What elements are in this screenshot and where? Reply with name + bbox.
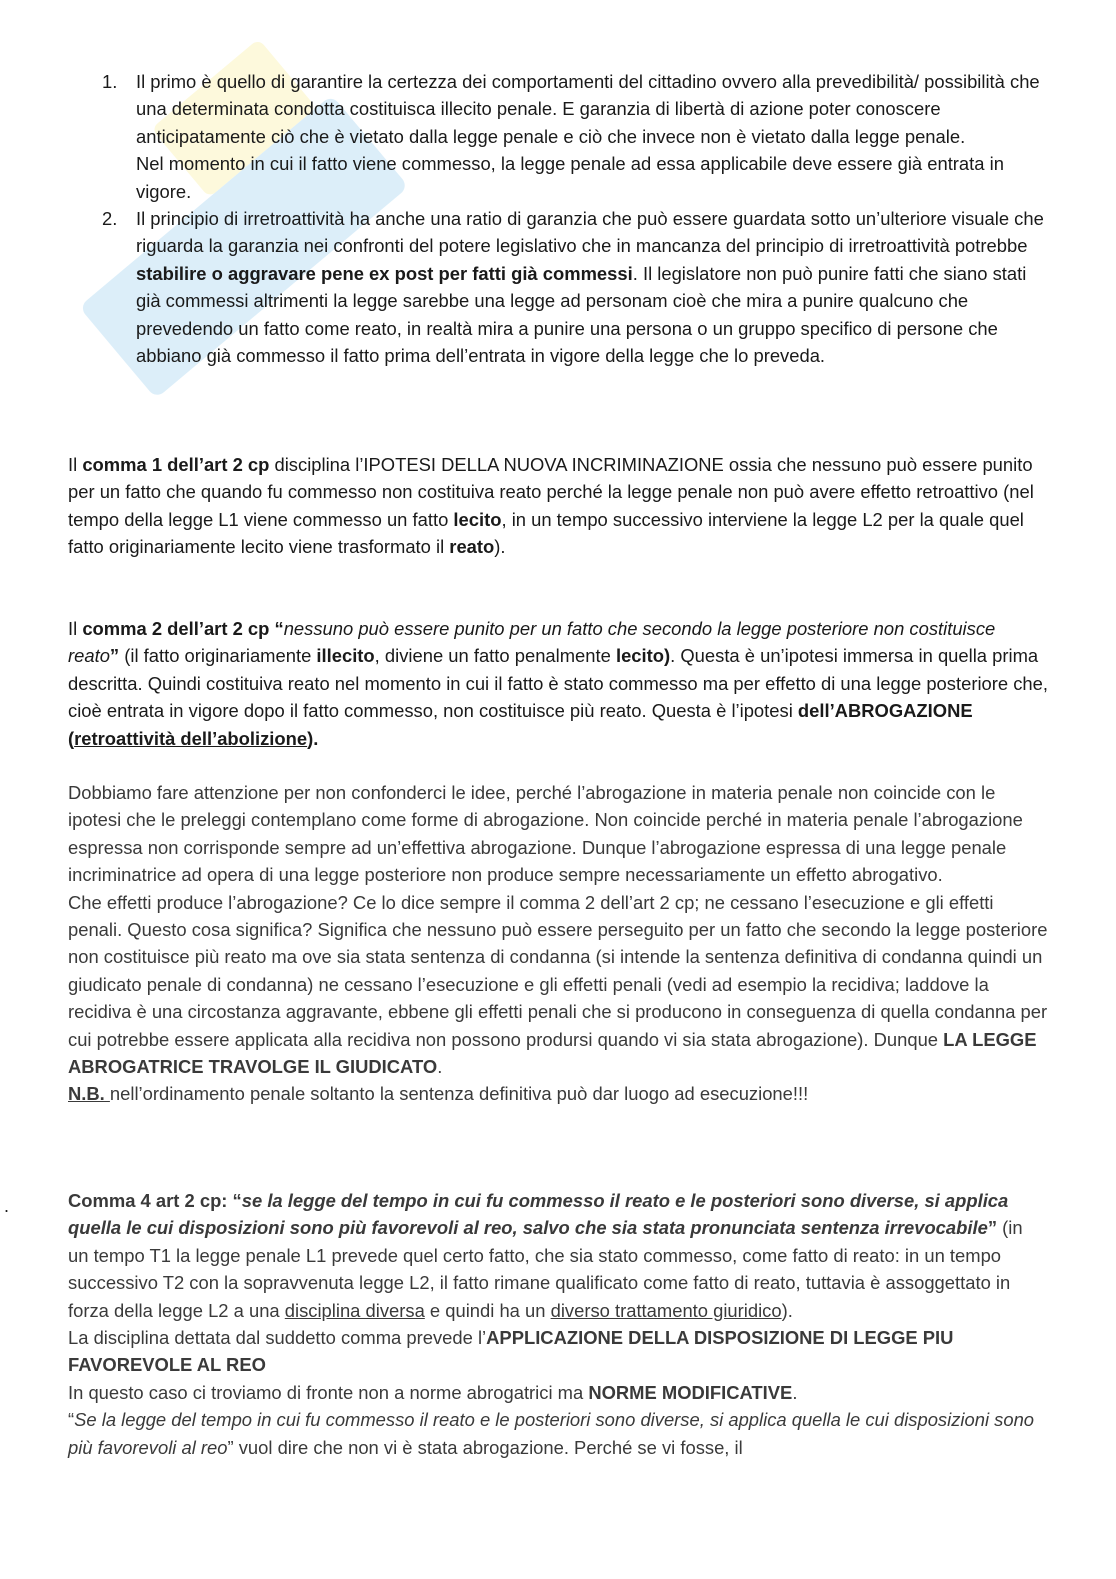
bold-text: lecito (453, 508, 502, 530)
list-item-text: . Il legislatore non può punire fatti che siano stati già commessi altrimenti la legge sarebbe una legge ad personam cioè che mira a punire qualcuno che prevedendo un fatto come reato, in realtà mira a punire una persona o un gruppo specifico di persone che abbiano già commesso il fatto prima dell’entrata in vigore della legge che lo preveda. (136, 262, 1027, 367)
text: , diviene un fatto penalmente (374, 645, 616, 667)
bold-text: comma 2 dell’art 2 cp (82, 618, 270, 639)
bold-text: ). (307, 727, 319, 749)
text: ). (781, 1299, 793, 1321)
list-item (66, 68, 1051, 205)
bold-text: “ (269, 618, 284, 639)
list-item-text: Nel momento in cui il fatto viene commesso, la legge penale ad essa applicabile deve essere già entrata in vigore. (136, 153, 1004, 202)
text: ). (494, 536, 506, 558)
text: In questo caso ci troviamo di fronte non a norme abrogatrici ma (68, 1381, 589, 1403)
list-item-bold: stabilire o aggravare pene ex post per fatti già commessi (136, 262, 633, 284)
nb-label: N.B. (68, 1083, 110, 1105)
bold-text: comma 1 dell’art 2 cp (82, 454, 270, 475)
text: Che effetti produce l’abrogazione? Ce lo dice sempre il comma 2 dell’art 2 cp; ne cessano l’esecuzione e gli effetti penali. Questo cosa significa? Significa che nessuno può essere perseguito per un fatto che secondo la legge posteriore non costituisce più reato ma ove sia stata sentenza di condanna (si intende la sentenza definitiva di condanna quindi un giudicato penale di condanna) ne cessano l’esecuzione e gli effetti penali (vedi ad esempio la recidiva; laddove la recidiva è una circostanza aggravante, ebbene gli effetti penali che si producono in conseguenza di quella condanna per cui potrebbe essere applicata alla recidiva non possono prodursi quando vi sia stata abrogazione). Dunque (68, 891, 1048, 1050)
bold-text: LA LEGGE ABROGATRICE TRAVOLGE IL GIUDICATO (68, 1028, 1037, 1078)
bold-text: ” (987, 1217, 998, 1239)
bold-underlined-text: retroattività dell’abolizione (74, 727, 308, 749)
bold-text: reato (449, 536, 495, 558)
paragraph-comma-1 (68, 451, 1048, 561)
paragraph-comma-4 (68, 1187, 1048, 1461)
italic-quote: nessuno può essere punito per un fatto che secondo la legge posteriore non costituisce reato (68, 618, 996, 667)
text: nell’ordinamento penale soltanto la sentenza definitiva può dar luogo ad esecuzione!!! (109, 1083, 809, 1105)
text: ” (227, 1436, 234, 1458)
text: La disciplina dettata dal suddetto comma prevede l’ (68, 1327, 487, 1349)
text: disciplina l’IPOTESI DELLA NUOVA INCRIMINAZIONE ossia che nessuno può essere punito per un fatto che quando fu commesso non costituiva reato perché la legge penale non può avere effetto retroattivo (nel tempo della legge L1 viene commesso un fatto (68, 454, 1034, 530)
underlined-text: diverso trattamento giuridico (550, 1299, 782, 1321)
text: (in un tempo T1 la legge penale L1 prevede quel certo fatto, che sia stato commesso, come fatto di reato: in un tempo successivo T2 con la sopravvenuta legge L2, il fatto rimane qualificato come fatto di reato, tuttavia è assoggettato in forza della legge L2 a una (68, 1217, 1023, 1321)
text: vuol dire che non vi è stata abrogazione. Perché se vi fosse, il (233, 1436, 743, 1458)
italic-quote: Se la legge del tempo in cui fu commesso il reato e le posteriori sono diverse, si applica quella le cui disposizioni sono più favorevoli al reo (68, 1409, 1035, 1458)
paragraph-abrogazione (68, 779, 1048, 1108)
underlined-text: disciplina diversa (284, 1299, 425, 1321)
bold-text: Comma 4 art 2 cp: “ (68, 1190, 242, 1211)
list-number: 2. (102, 208, 118, 230)
text: . (792, 1381, 798, 1403)
text: Il (68, 454, 83, 475)
text: , in un tempo successivo interviene la legge L2 per la quale quel fatto originariamente lecito viene trasformato il (68, 508, 1024, 558)
bold-text: illecito (316, 645, 375, 667)
text: . Questa è un’ipotesi immersa in quella prima descritta. Quindi costituiva reato nel momento in cui il fatto è stato commesso ma per effetto di una legge posteriore che, cioè entrata in vigore dopo il fatto commesso, non costituisce più reato. Questa è l’ipotesi (68, 645, 1048, 722)
bold-text: lecito) (615, 645, 671, 667)
stray-dot: . (4, 1196, 10, 1216)
text: e quindi ha un (424, 1299, 551, 1321)
text: . (437, 1056, 443, 1078)
text: (il fatto originariamente (119, 645, 317, 667)
list-item-text: Il principio di irretroattività ha anche una ratio di garanzia che può essere guardata sotto un’ulteriore visuale che riguarda la garanzia nei confronti del potere legislativo che in mancanza del principio di irretroattività potrebbe (136, 208, 1044, 257)
numbered-list (66, 68, 1051, 369)
text: “ (68, 1409, 75, 1431)
bold-text: APPLICAZIONE DELLA DISPOSIZIONE DI LEGGE PIU FAVOREVOLE AL REO (68, 1327, 954, 1376)
list-item-text: Il primo è quello di garantire la certezza dei comportamenti del cittadino ovvero alla prevedibilità/ possibilità che una determinata condotta costituisca illecito penale. E garanzia di libertà di azione poter conoscere anticipatamente ciò che è vietato dalla legge penale e ciò che invece non è vietato dalla legge penale. (136, 71, 1040, 147)
bold-text: dell’ABROGAZIONE ( (68, 700, 973, 749)
list-item (66, 205, 1051, 369)
text: Dobbiamo fare attenzione per non confonderci le idee, perché l’abrogazione in materia penale non coincide con le ipotesi che le preleggi contemplano come forme di abrogazione. Non coincide perché in materia penale l’abrogazione espressa non corrisponde sempre ad un’effettiva abrogazione. Dunque l’abrogazione espressa di una legge penale incriminatrice ad opera di una legge posteriore non produce sempre necessariamente un effetto abrogativo. (68, 782, 1023, 886)
text: Il (68, 618, 83, 639)
paragraph-comma-2 (68, 615, 1048, 752)
bold-text: NORME MODIFICATIVE (588, 1381, 793, 1403)
list-number: 1. (102, 71, 118, 92)
bold-italic-quote: se la legge del tempo in cui fu commesso il reato e le posteriori sono diverse, si applica quella le cui disposizioni sono più favorevoli al reo, salvo che sia stata pronunciata sentenza irrevocabile (68, 1190, 1009, 1239)
bold-text: ” (109, 645, 120, 667)
